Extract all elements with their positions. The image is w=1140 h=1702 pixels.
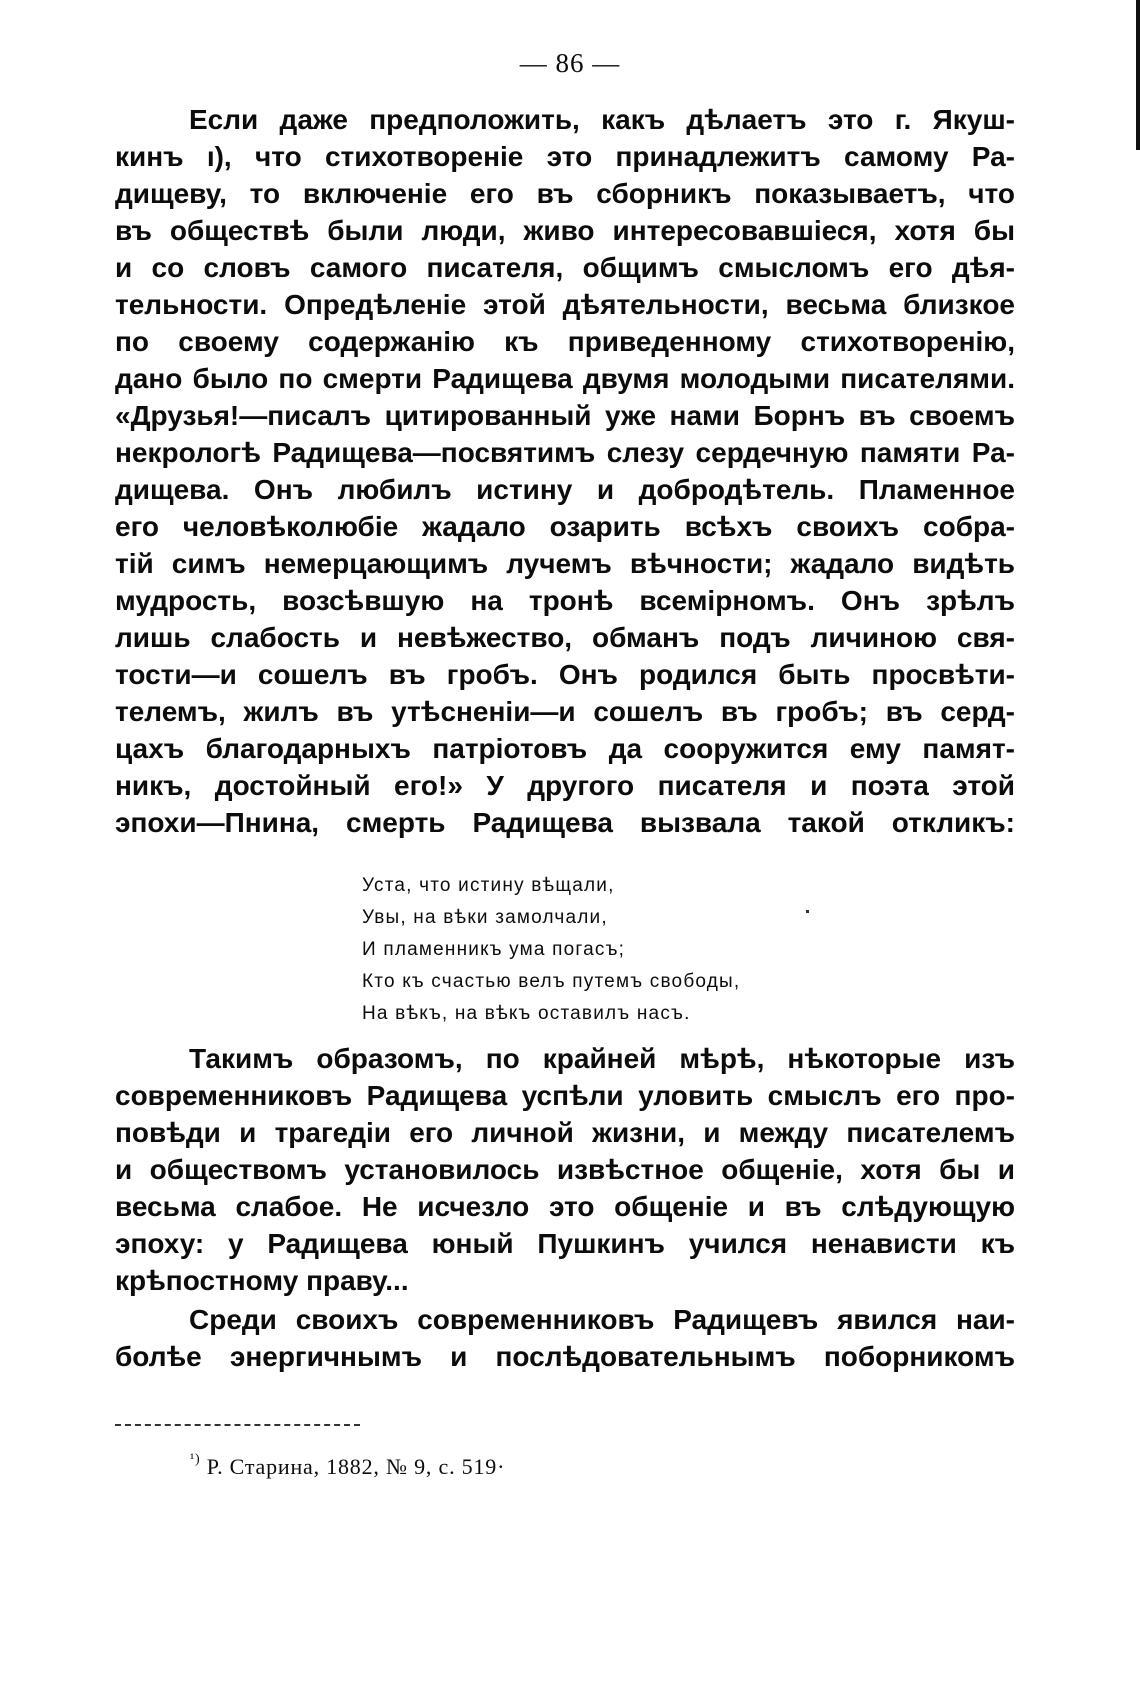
paragraph-3	[115, 1301, 1015, 1375]
ink-speck	[806, 910, 809, 913]
paragraph-2	[115, 1040, 1015, 1299]
text-line: кинъ ı), что стихотворенiе это принадлежитъ самому Ра-	[115, 141, 1015, 172]
text-line: Если даже предположить, какъ дѣлаетъ это г. Якуш-	[189, 104, 1015, 135]
text-line: по своему содержанiю къ приведенному стихотворенiю,	[115, 326, 1015, 357]
paragraph-1	[115, 101, 1015, 841]
text-line: и со словъ самого писателя, общимъ смысломъ его дѣя-	[115, 252, 1015, 283]
text-line: тельности. Опредѣленiе этой дѣятельности, весьма близкое	[115, 289, 1015, 320]
text-line: дищева. Онъ любилъ истину и добродѣтель. Пламенное	[115, 474, 1015, 505]
text-line: повѣди и трагедiи его личной жизни, и между писателемъ	[115, 1117, 1015, 1148]
text-line: его человѣколюбiе жадало озарить всѣхъ своихъ собра-	[115, 511, 1015, 542]
text-line: Такимъ образомъ, по крайней мѣрѣ, нѣкоторые изъ	[189, 1043, 1015, 1074]
poem-line: Уста, что истину вѣщали,	[362, 875, 615, 896]
poem-line: Увы, на вѣки замолчали,	[362, 907, 608, 928]
text-line: эпохи—Пнина, смерть Радищева вызвала такой откликъ:	[115, 807, 1015, 838]
text-line: тiй симъ немерцающимъ лучемъ вѣчности; жадало видѣть	[115, 548, 1015, 579]
text-line: эпоху: у Радищева юный Пушкинъ учился ненависти къ	[115, 1228, 1015, 1259]
poem-line: На вѣкъ, на вѣкъ оставилъ насъ.	[362, 1003, 691, 1024]
text-line: некрологѣ Радищева—посвятимъ слезу сердечную памяти Ра-	[115, 437, 1015, 468]
text-line: современниковъ Радищева успѣли уловить смыслъ его про-	[115, 1080, 1015, 1111]
page-number: — 86 —	[519, 48, 621, 78]
text-line: «Друзья!—писалъ цитированный уже нами Борнъ въ своемъ	[115, 400, 1015, 431]
text-line: лишь слабость и невѣжество, обманъ подъ личиною свя-	[115, 622, 1015, 653]
text-line: тости—и сошелъ въ гробъ. Онъ родился быть просвѣти-	[115, 659, 1015, 690]
footnote	[190, 1454, 505, 1480]
text-line: крѣпостному праву...	[115, 1265, 409, 1296]
footnote-text: Р. Старина, 1882, № 9, с. 519·	[206, 1454, 506, 1479]
text-line: телемъ, жилъ въ утѣсненiи—и сошелъ въ гробъ; въ серд-	[115, 696, 1015, 727]
text-line: мудрость, возсѣвшую на тронѣ всемiрномъ. Онъ зрѣлъ	[115, 585, 1015, 616]
text-line: весьма слабое. Не исчезло это общенiе и въ слѣдующую	[115, 1191, 1015, 1222]
text-line: дано было по смерти Радищева двумя молодыми писателями.	[115, 363, 1015, 394]
text-line: Среди своихъ современниковъ Радищевъ явился наи-	[189, 1304, 1015, 1335]
footnote-marker: ¹)	[190, 1452, 201, 1467]
poem-line: Кто къ счастью велъ путемъ свободы,	[362, 971, 741, 992]
text-line: дищеву, то включенiе его въ сборникъ показываетъ, что	[115, 178, 1015, 209]
text-line: болѣе энергичнымъ и послѣдовательнымъ поборникомъ	[115, 1341, 1015, 1372]
text-line: цахъ благодарныхъ патрiотовъ да сооружится ему памят-	[115, 733, 1015, 764]
text-line: никъ, достойный его!» У другого писателя и поэта этой	[115, 770, 1015, 801]
text-line: въ обществѣ были люди, живо интересовавшiеся, хотя бы	[115, 215, 1015, 246]
text-line: и обществомъ установилось извѣстное общенiе, хотя бы и	[115, 1154, 1015, 1185]
poem-line: И пламенникъ ума погасъ;	[362, 939, 626, 960]
poem-quote	[362, 870, 740, 1030]
footnote-divider	[115, 1424, 360, 1426]
